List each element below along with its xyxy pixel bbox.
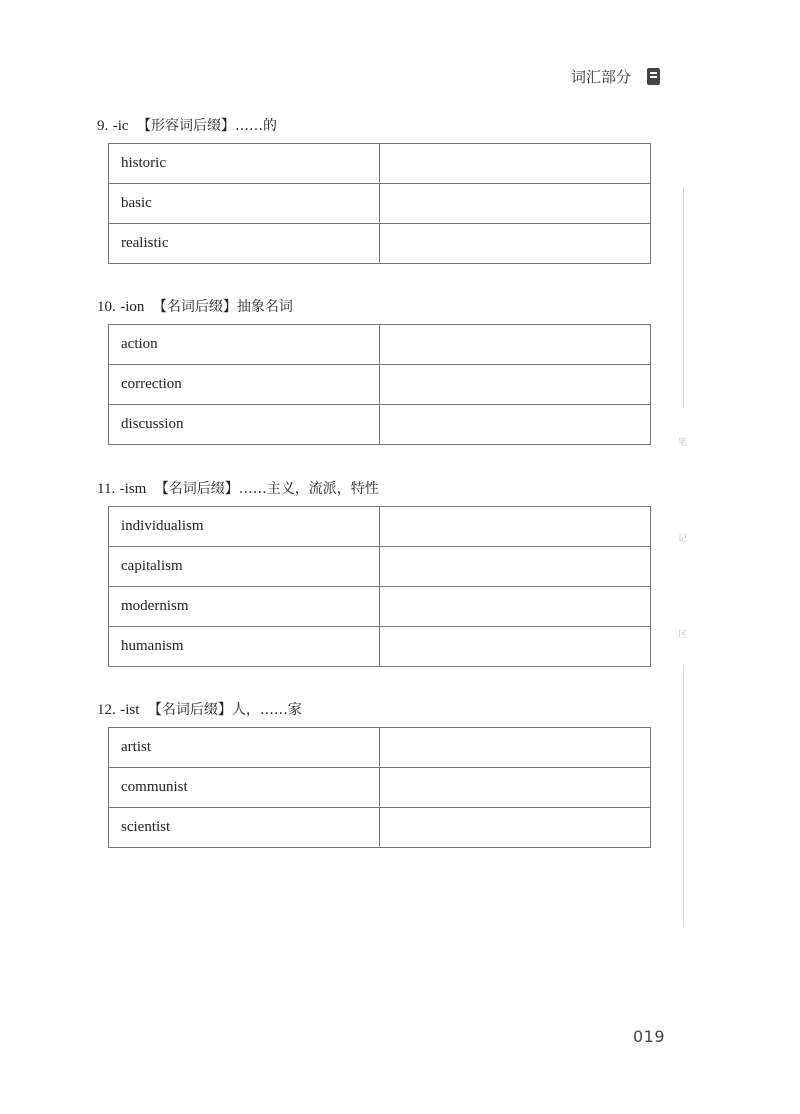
table-row — [109, 507, 651, 547]
section-11 — [97, 480, 651, 654]
answer-cell[interactable] — [380, 547, 651, 587]
section-title: 10. -ion 【名词后缀】抽象名词 — [97, 299, 293, 315]
section-title: 12. -ist 【名词后缀】人，……家 — [97, 702, 302, 718]
vocab-table — [108, 143, 651, 264]
answer-cell[interactable] — [380, 405, 651, 445]
table-row — [109, 768, 651, 808]
answer-cell[interactable] — [380, 768, 651, 808]
table-row — [109, 184, 651, 224]
table-row — [109, 325, 651, 365]
section-9 — [97, 117, 651, 251]
page-number: 019 — [633, 1027, 666, 1046]
word-cell: action — [109, 325, 380, 365]
section-title: 9. -ic 【形容词后缀】……的 — [97, 118, 277, 134]
answer-cell[interactable] — [380, 224, 651, 264]
word-cell: correction — [109, 365, 380, 405]
table-row — [109, 587, 651, 627]
answer-cell[interactable] — [380, 627, 651, 667]
table-row — [109, 405, 651, 445]
page-header — [571, 66, 660, 87]
word-cell: individualism — [109, 507, 380, 547]
table-row — [109, 547, 651, 587]
word-cell: scientist — [109, 808, 380, 848]
answer-cell[interactable] — [380, 144, 651, 184]
answer-cell[interactable] — [380, 507, 651, 547]
table-row — [109, 627, 651, 667]
table-row — [109, 728, 651, 768]
word-cell: artist — [109, 728, 380, 768]
word-cell: capitalism — [109, 547, 380, 587]
answer-cell[interactable] — [380, 365, 651, 405]
section-12 — [97, 701, 651, 835]
answer-cell[interactable] — [380, 325, 651, 365]
answer-cell[interactable] — [380, 587, 651, 627]
notes-label-char: 区 — [678, 630, 688, 640]
section-10 — [97, 298, 651, 432]
vocab-table — [108, 506, 651, 667]
table-row — [109, 224, 651, 264]
answer-cell[interactable] — [380, 808, 651, 848]
word-cell: modernism — [109, 587, 380, 627]
section-title: 11. -ism 【名词后缀】……主义，流派，特性 — [97, 481, 379, 497]
table-row — [109, 808, 651, 848]
notes-divider — [683, 188, 684, 408]
vocab-table — [108, 324, 651, 445]
notes-label-char: 笔 — [678, 438, 688, 448]
header-title: 词汇部分 — [570, 68, 631, 86]
book-icon — [647, 68, 660, 85]
word-cell: discussion — [109, 405, 380, 445]
word-cell: historic — [109, 144, 380, 184]
word-cell: humanism — [109, 627, 380, 667]
answer-cell[interactable] — [380, 184, 651, 224]
word-cell: realistic — [109, 224, 380, 264]
word-cell: communist — [109, 768, 380, 808]
vocab-table — [108, 727, 651, 848]
notes-label-char: 记 — [678, 534, 688, 544]
answer-cell[interactable] — [380, 728, 651, 768]
word-cell: basic — [109, 184, 380, 224]
table-row — [109, 144, 651, 184]
notes-divider — [683, 665, 684, 927]
table-row — [109, 365, 651, 405]
